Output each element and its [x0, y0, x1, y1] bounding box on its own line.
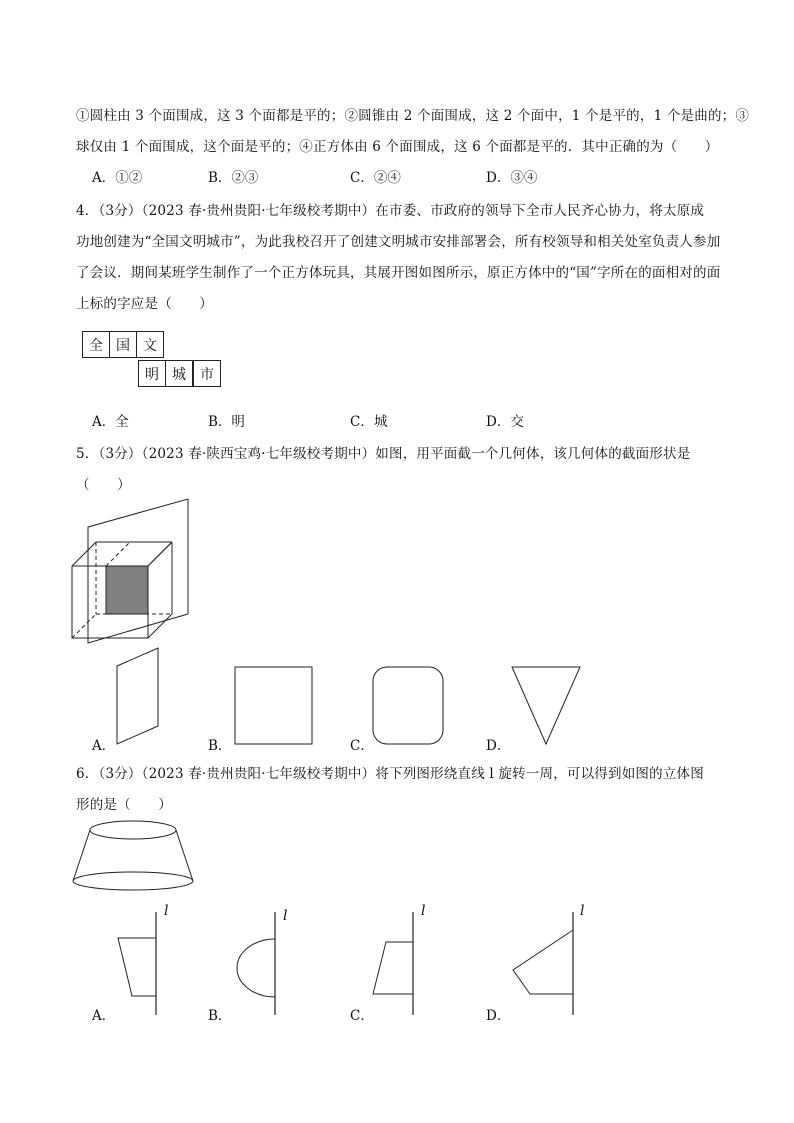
q3-option-d[interactable]: D．③④	[486, 170, 538, 186]
q3-text-line1: ①圆柱由 3 个面围成，这 3 个面都是平的；②圆锥由 2 个面围成，这 2 个面中，1 个是平的，1 个是曲的；③	[76, 108, 750, 124]
q6-shape-d	[513, 930, 573, 994]
q5-text-line2: （ ）	[76, 477, 131, 493]
q6-option-b[interactable]: B．	[208, 1008, 232, 1024]
q5-option-a[interactable]: A．	[92, 738, 116, 754]
q3-option-a[interactable]: A．①②	[92, 170, 143, 186]
net-cell-3: 文	[136, 331, 164, 358]
q4-text-line1: 4．（3分）（2023 春·贵州贵阳·七年级校考期中）在市委、市政府的领导下全市人民齐心协力，将太原成	[76, 203, 705, 219]
q4-text-line2: 功地创建为“全国文明城市”，为此我校召开了创建文明城市安排部署会，所有校领导和相关处室负责人参加	[76, 234, 721, 250]
q3-option-c[interactable]: C．②④	[350, 170, 401, 186]
q4-option-d[interactable]: D．交	[486, 414, 524, 430]
section-shading	[106, 566, 148, 614]
q5-shape-triangle	[512, 667, 580, 744]
net-cell-6: 市	[193, 360, 221, 387]
axis-label-b: l	[283, 908, 288, 924]
q4-option-c[interactable]: C．城	[350, 414, 388, 430]
q5-shape-rounded-square	[373, 667, 443, 744]
q6-text-line2: 形的是（ ）	[76, 797, 172, 813]
q3-text-line2: 球仅由 1 个面围成，这个面是平的；④正方体由 6 个面围成，这 6 个面都是平的．其中正确的为（ ）	[76, 139, 719, 155]
q5-text-line1: 5．（3分）（2023 春·陕西宝鸡·七年级校考期中）如图，用平面截一个几何体，该几何体的截面形状是	[76, 446, 691, 462]
q6-shape-c	[373, 942, 413, 994]
q3-option-b[interactable]: B．②③	[208, 170, 259, 186]
q6-shape-a	[118, 938, 156, 996]
q5-option-d[interactable]: D．	[486, 738, 511, 754]
q6-text-line1: 6．（3分）（2023 春·贵州贵阳·七年级校考期中）将下列图形绕直线 l 旋转一周，可以得到如图的立体图	[76, 766, 704, 782]
q6-option-c[interactable]: C．	[350, 1008, 374, 1024]
axis-label-d: l	[580, 903, 585, 919]
net-cell-1: 全	[82, 331, 110, 358]
net-cell-5: 城	[165, 360, 193, 387]
q4-text-line3: 了会议．期间某班学生制作了一个正方体玩具，其展开图如图所示，原正方体中的“国”字所在的面相对的面	[76, 265, 721, 281]
q4-text-line4: 上标的字应是（ ）	[76, 296, 213, 312]
net-cell-2: 国	[109, 331, 137, 358]
q4-option-a[interactable]: A．全	[92, 414, 129, 430]
q5-option-c[interactable]: C．	[350, 738, 374, 754]
q5-shape-square	[235, 667, 312, 744]
net-cell-4: 明	[138, 360, 166, 387]
q6-option-d[interactable]: D．	[486, 1008, 511, 1024]
axis-label-a: l	[164, 903, 169, 919]
q6-option-a[interactable]: A．	[92, 1008, 116, 1024]
q4-option-b[interactable]: B．明	[208, 414, 245, 430]
axis-label-c: l	[421, 903, 426, 919]
q6-shape-b	[237, 939, 275, 997]
q5-option-b[interactable]: B．	[208, 738, 232, 754]
